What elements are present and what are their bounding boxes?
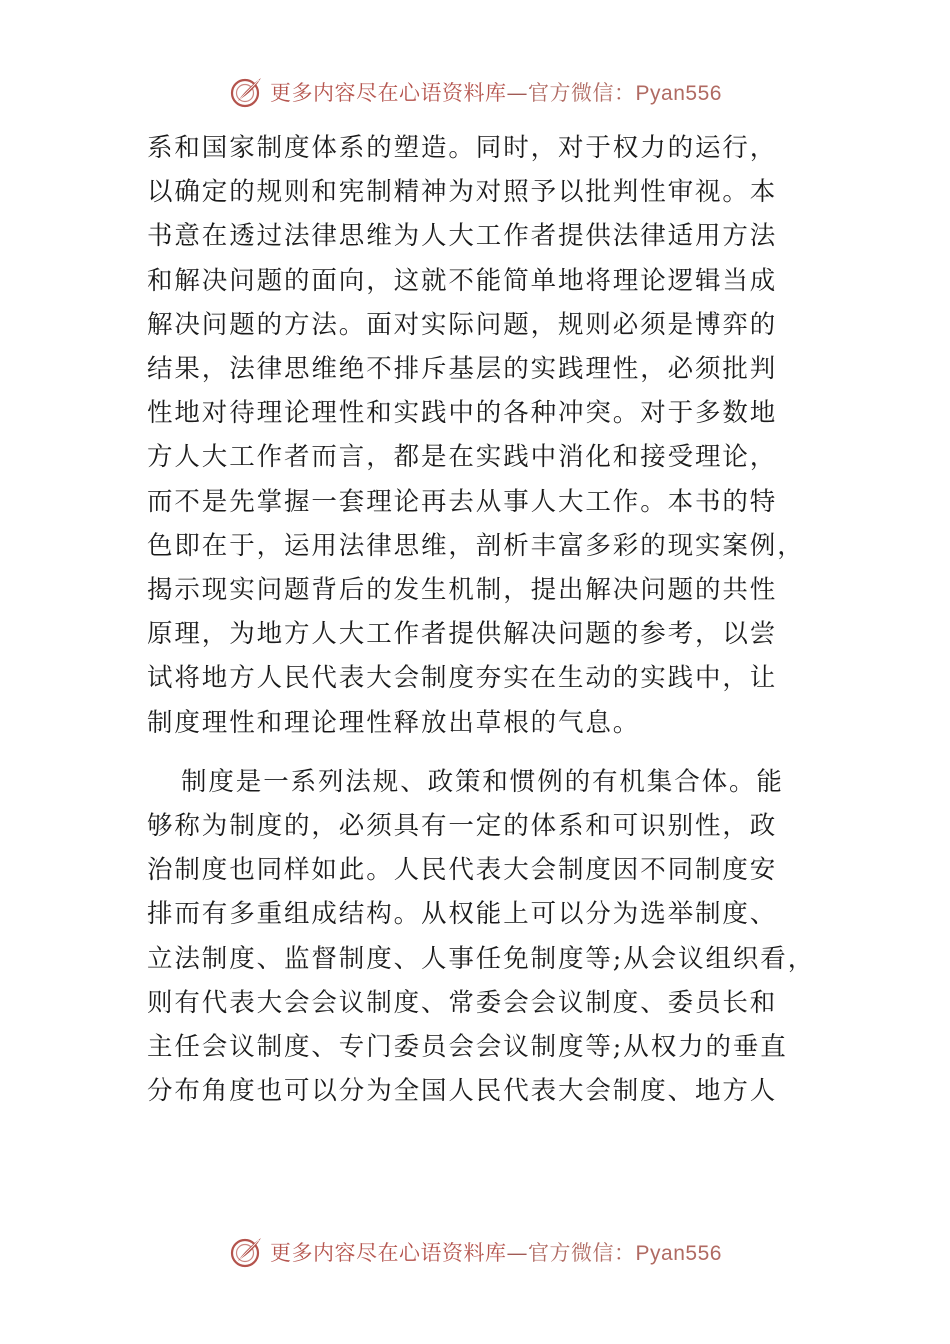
footer-banner [0,1232,950,1272]
text-line: 而不是先掌握一套理论再去从事人大工作。本书的特 [147,486,778,517]
text-line: 治制度也同样如此。人民代表大会制度因不同制度安 [147,855,778,886]
text-line: 立法制度、监督制度、人事任免制度等;从会议组织看， [147,943,816,974]
header-text-sep: — [506,81,529,105]
text-line: 以确定的规则和宪制精神为对照予以批判性审视。本 [147,177,778,208]
quill-logo-icon [228,74,264,110]
header-text-wx: 官方微信： [528,81,636,105]
text-line: 排而有多重组成结构。从权能上可以分为选举制度、 [147,899,778,930]
paragraph-2 [147,760,816,1114]
footer-text-sep: — [506,1241,529,1265]
header-wechat-id: Pyan556 [635,82,722,105]
footer-wechat-id: Pyan556 [635,1242,722,1265]
text-line: 系和国家制度体系的塑造。同时，对于权力的运行， [147,133,778,163]
text-line: 制度是一系列法规、政策和惯例的有机集合体。能 [181,766,784,797]
header-text [270,77,722,107]
text-line: 色即在于，运用法律思维，剖析丰富多彩的现实案例， [147,530,805,561]
text-line: 则有代表大会会议制度、常委会会议制度、委员长和 [147,987,778,1018]
text-line: 主任会议制度、专门委员会会议制度等;从权力的垂直 [147,1032,788,1063]
footer-text [270,1237,722,1267]
text-line: 揭示现实问题背后的发生机制，提出解决问题的共性 [147,575,778,606]
text-line: 原理，为地方人大工作者提供解决问题的参考，以尝 [147,619,778,650]
text-line: 方人大工作者而言，都是在实践中消化和接受理论， [147,442,778,473]
text-line: 制度理性和理论理性释放出草根的气息。 [147,707,641,738]
header-banner [0,72,950,112]
text-line: 性地对待理论理性和实践中的各种冲突。对于多数地 [147,398,778,429]
text-line: 书意在透过法律思维为人大工作者提供法律适用方法 [147,221,778,252]
text-line: 解决问题的方法。面对实际问题，规则必须是博弈的 [147,309,778,340]
footer-text-main: 更多内容尽在心语资料库 [270,1241,507,1265]
footer-text-wx: 官方微信： [528,1241,636,1265]
header-text-main: 更多内容尽在心语资料库 [270,81,507,105]
text-line: 结果，法律思维绝不排斥基层的实践理性，必须批判 [147,354,778,385]
quill-logo-icon [228,1234,264,1270]
text-line: 和解决问题的面向，这就不能简单地将理论逻辑当成 [147,265,778,296]
page-body [147,126,816,1113]
paragraph-1 [147,126,807,745]
text-line: 试将地方人民代表大会制度夯实在生动的实践中，让 [147,663,778,694]
text-line: 够称为制度的，必须具有一定的体系和可识别性，政 [147,811,778,842]
text-line: 分布角度也可以分为全国人民代表大会制度、地方人 [147,1076,778,1107]
